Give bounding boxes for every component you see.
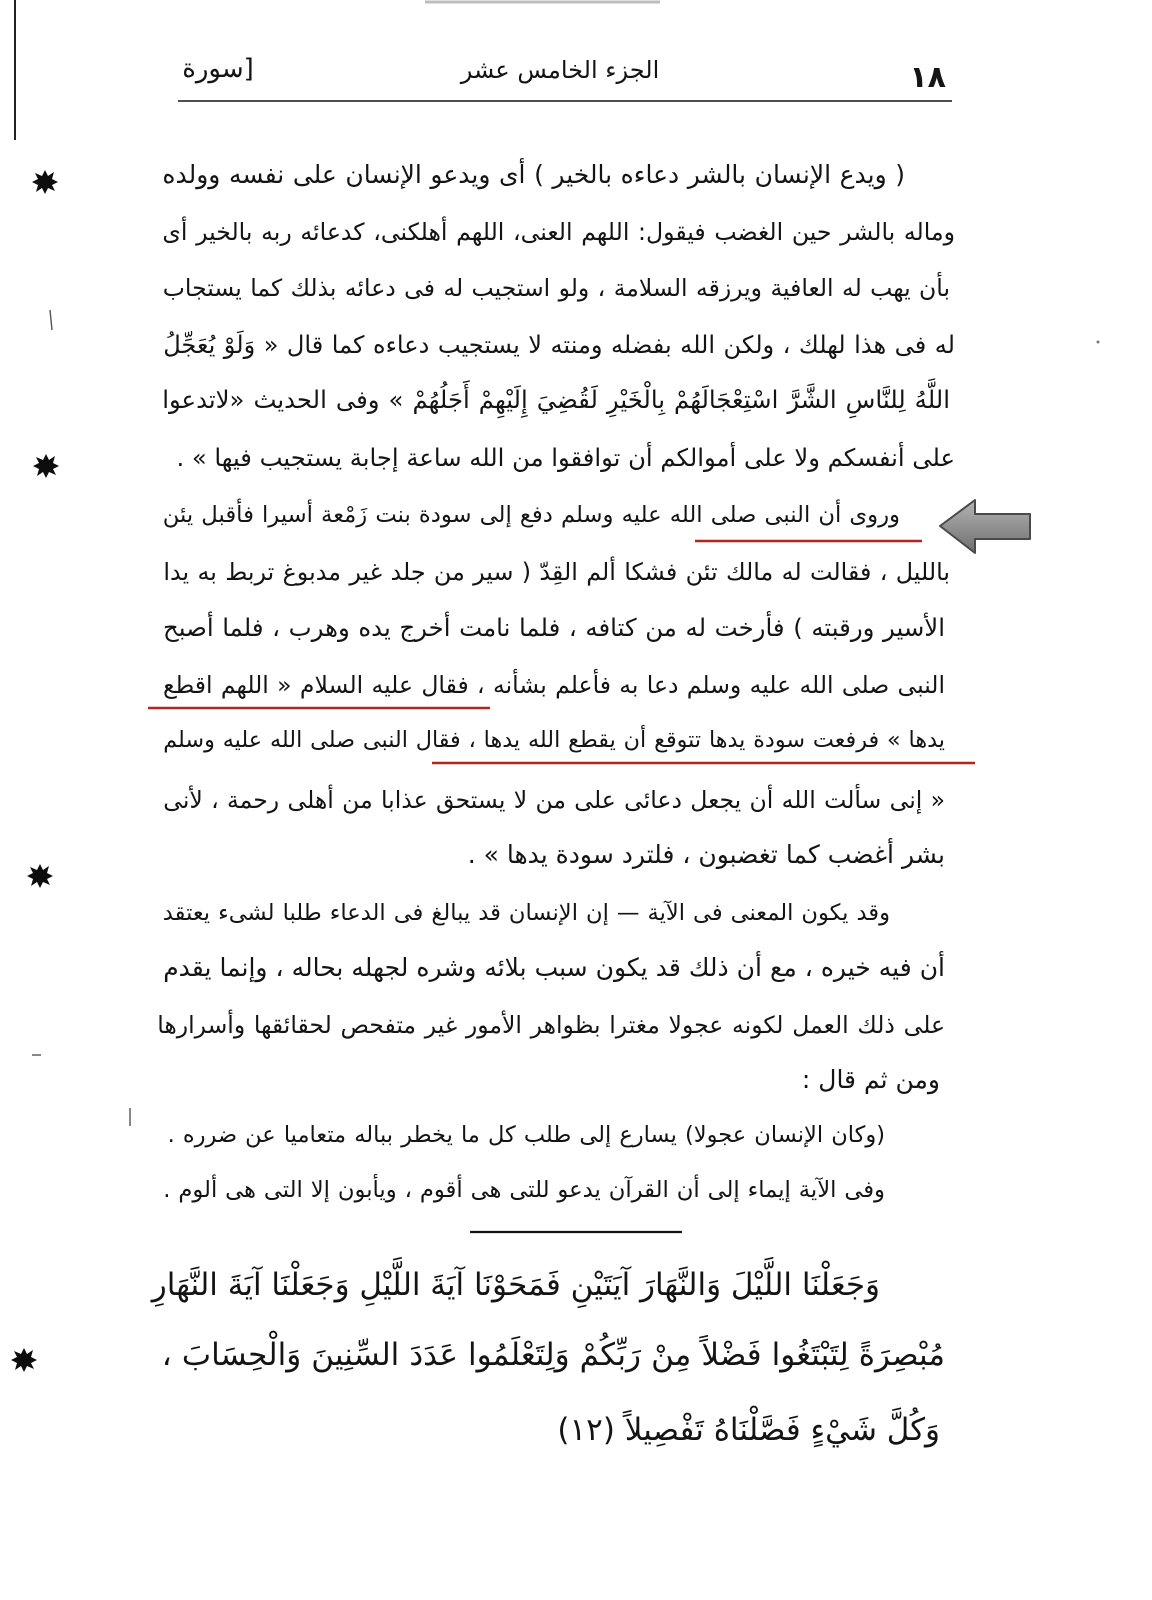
scan-speck: [1097, 341, 1100, 344]
verse-line: وَجَعَلْنَا اللَّيْلَ وَالنَّهَارَ آيَتَيْنِ فَمَحَوْنَا آيَةَ اللَّيْلِ وَجَعَلْنَا آيَةَ النَّهَارِ: [151, 1267, 880, 1303]
scan-speck: [50, 310, 52, 330]
text-line: على ذلك العمل لكونه عجولا مغترا بظواهر الأمور غير متفحص لحقائقها وأسرارها: [157, 1011, 945, 1039]
pointer-arrow: [940, 500, 1030, 553]
ink-blot: [32, 170, 58, 194]
text-line: « إنى سألت الله أن يجعل دعائى على من لا يستحق عذابا من أهلى رحمة ، لأنى: [163, 786, 945, 814]
sura-label: [سورة: [182, 54, 254, 84]
text-line: وفى الآية إيماء إلى أن القرآن يدعو للتى هى أقوم ، ويأبون إلا التى هى ألوم .: [163, 1177, 885, 1203]
page-number: ١٨: [909, 60, 946, 95]
text-line: (وكان الإنسان عجولا) يسارع إلى طلب كل ما يخطر بباله متعاميا عن ضرره .: [167, 1122, 885, 1148]
text-line: على أنفسكم ولا على أموالكم أن توافقوا من الله ساعة إجابة يستجيب فيها » .: [176, 443, 955, 472]
verse-line: وَكُلَّ شَيْءٍ فَصَّلْنَاهُ تَفْصِيلاً (١٢): [557, 1412, 940, 1448]
text-line: الأسير ورقبته ) فأرخت له من كتافه ، فلما نامت أخرج يده وهرب ، فلما أصبح: [163, 613, 945, 642]
text-line: النبى صلى الله عليه وسلم دعا به فأعلم بشأنه ، فقال عليه السلام « اللهم اقطع: [163, 671, 945, 699]
text-line: له فى هذا لهلك ، ولكن الله بفضله ومنته لا يستجيب دعاءه كما قال « وَلَوْ يُعَجِّلُ: [163, 331, 955, 359]
text-line: وماله بالشر حين الغضب فيقول: اللهم العنى، اللهم أهلكنى، كدعائه ربه بالخير أى: [162, 218, 955, 246]
text-line: وروى أن النبى صلى الله عليه وسلم دفع إلى سودة بنت زَمْعة أسيرا فأقبل يئن: [162, 502, 900, 528]
ink-blot: [11, 1348, 37, 1372]
part-title: الجزء الخامس عشر: [460, 56, 660, 84]
text-line: وقد يكون المعنى فى الآية — إن الإنسان قد يبالغ فى الدعاء طلبا لشىء يعتقد: [162, 900, 890, 926]
text-line: أن فيه خيره ، مع أن ذلك قد يكون سبب بلائه وشره لجهله بحاله ، وإنما يقدم: [163, 953, 945, 982]
text-line: اللَّهُ لِلنَّاسِ الشَّرَّ اسْتِعْجَالَهُمْ بِالْخَيْرِ لَقُضِيَ إِلَيْهِمْ أَجَلُهُمْ » وفى الحديث «لاتدعوا: [162, 385, 950, 414]
text-line: ومن ثم قال :: [801, 1065, 940, 1094]
verse-line: مُبْصِرَةً لِتَبْتَغُوا فَضْلاً مِنْ رَبِّكُمْ وَلِتَعْلَمُوا عَدَدَ السِّنِينَ وَالْحِسَابَ ،: [161, 1337, 945, 1373]
text-line: بالليل ، فقالت له مالك تئن فشكا ألم القِدّ ( سير من جلد غير مدبوغ تربط به يدا: [163, 558, 950, 586]
ink-blot: [33, 454, 59, 478]
text-line: بشر أغضب كما تغضبون ، فلترد سودة يدها » .: [467, 840, 945, 869]
text-line: بأن يهب له العافية ويرزقه السلامة ، ولو استجيب له فى دعائه بذلك كما يستجاب: [162, 274, 950, 302]
text-line: ( ويدع الإنسان بالشر دعاءه بالخير ) أى ويدعو الإنسان على نفسه وولده: [162, 160, 905, 189]
ink-blot: [27, 864, 53, 888]
text-line: يدها » فرفعت سودة يدها تتوقع أن يقطع الله يدها ، فقال النبى صلى الله عليه وسلم: [163, 727, 945, 753]
